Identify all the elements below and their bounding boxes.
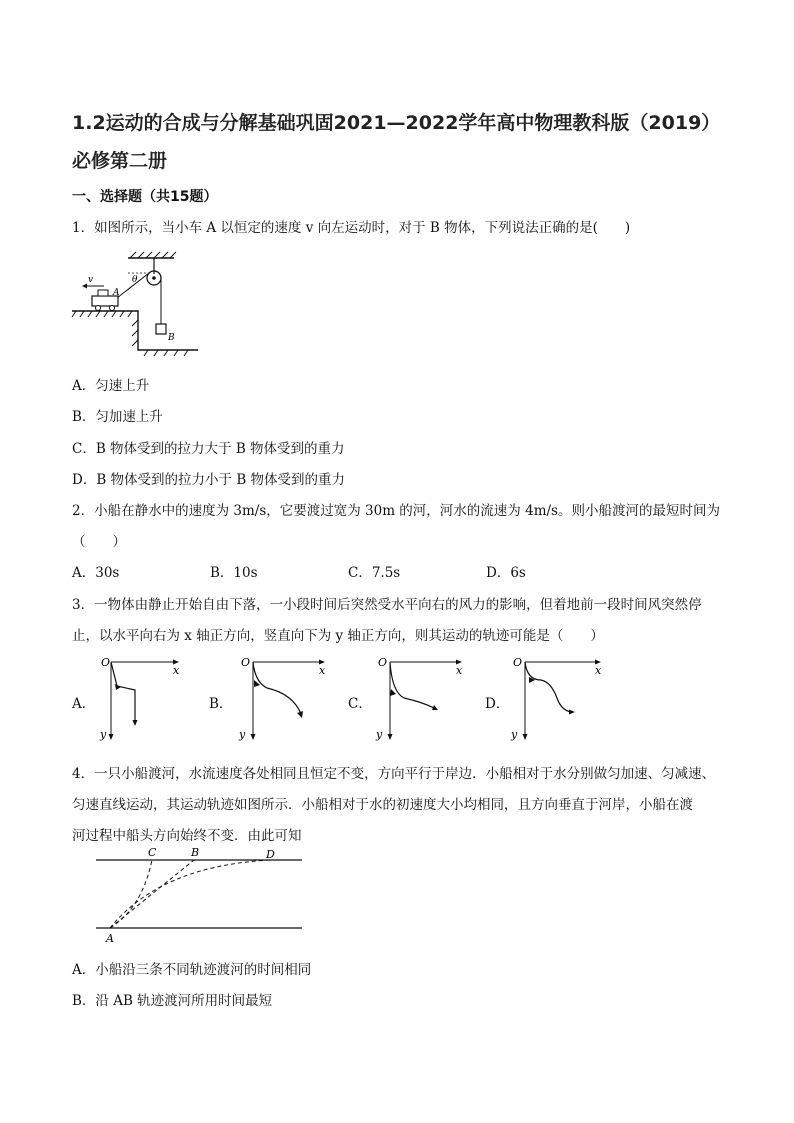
q3-option-b: B． (209, 696, 233, 712)
q1-label-v: v (88, 275, 94, 285)
q4-option-b: B．沿 AB 轨迹渡河所用时间最短 (72, 993, 273, 1009)
q1-label-b: B (168, 333, 175, 343)
q3c-y-label: y (376, 728, 383, 741)
q3d-origin-label: O (513, 656, 523, 669)
q3d-x-label: x (595, 664, 602, 677)
q4-label-b: B (191, 846, 200, 859)
q2-stem-line-1: 2．小船在静水中的速度为 3m/s，它要渡过宽为 30m 的河，河水的流速为 4m/s。则小船渡河的最短时间为 (72, 503, 720, 519)
title-line-2: 必修第二册 (72, 150, 168, 172)
q4-river-figure (90, 846, 310, 946)
q1-option-c: C．B 物体受到的拉力大于 B 物体受到的重力 (72, 441, 345, 457)
section-heading: 一、选择题（共15题） (72, 189, 218, 205)
q3-stem-line-1: 3．一物体由静止开始自由下落，一小段时间后突然受水平向右的风力的影响，但着地前一段时间风突然停 (72, 597, 702, 613)
q1-label-a: A (113, 288, 120, 298)
q3b-y-label: y (239, 728, 246, 741)
q1-stem: 1．如图所示，当小车 A 以恒定的速度 v 向左运动时，对于 B 物体，下列说法正确的是( ) (72, 220, 631, 236)
q3-option-a: A． (72, 696, 96, 712)
q4-stem-line-2: 匀速直线运动，其运动轨迹如图所示．小船相对于水的初速度大小均相同，且方向垂直于河岸，小船在渡 (72, 797, 693, 813)
q4-label-d: D (266, 848, 275, 861)
q3-option-c: C． (348, 696, 372, 712)
q4-label-a: A (106, 932, 114, 945)
q4-label-c: C (148, 846, 157, 859)
q4-option-a: A．小船沿三条不同轨迹渡河的时间相同 (72, 962, 312, 978)
q3a-y-label: y (100, 728, 107, 741)
q3-option-d: D． (485, 696, 510, 712)
q3-graph-a (95, 654, 190, 746)
q3-graph-c (370, 654, 470, 746)
q3-graph-d (505, 654, 605, 746)
q3b-origin-label: O (241, 656, 251, 669)
document-title (72, 104, 762, 180)
q1-option-b: B．匀加速上升 (72, 409, 163, 425)
title-line-1: 1.2运动的合成与分解基础巩固2021—2022学年高中物理教科版（2019） (72, 112, 721, 134)
q3c-origin-label: O (378, 656, 388, 669)
q2-option-d: D．6s (486, 565, 526, 581)
q3-graph-b (233, 654, 333, 746)
q4-stem-line-3: 河过程中船头方向始终不变．由此可知 (72, 828, 302, 844)
q3d-y-label: y (511, 728, 518, 741)
q1-label-theta: θ (132, 275, 138, 285)
q2-stem-line-2: （ ） (72, 534, 126, 550)
q1-figure (70, 248, 210, 356)
q3b-x-label: x (319, 664, 326, 677)
q3c-x-label: x (456, 664, 463, 677)
q4-stem-line-1: 4．一只小船渡河，水流速度各处相同且恒定不变，方向平行于岸边．小船相对于水分别做匀加速、匀减速、 (72, 766, 716, 782)
q2-option-b: B．10s (210, 565, 258, 581)
q1-option-a: A．匀速上升 (72, 378, 150, 394)
q3a-origin-label: O (101, 656, 111, 669)
q3a-x-label: x (173, 664, 180, 677)
q1-option-d: D．B 物体受到的拉力小于 B 物体受到的重力 (72, 472, 346, 488)
q2-option-c: C．7.5s (348, 565, 401, 581)
q2-option-a: A．30s (72, 565, 120, 581)
q3-stem-line-2: 止，以水平向右为 x 轴正方向，竖直向下为 y 轴正方向，则其运动的轨迹可能是（ ） (72, 628, 604, 644)
